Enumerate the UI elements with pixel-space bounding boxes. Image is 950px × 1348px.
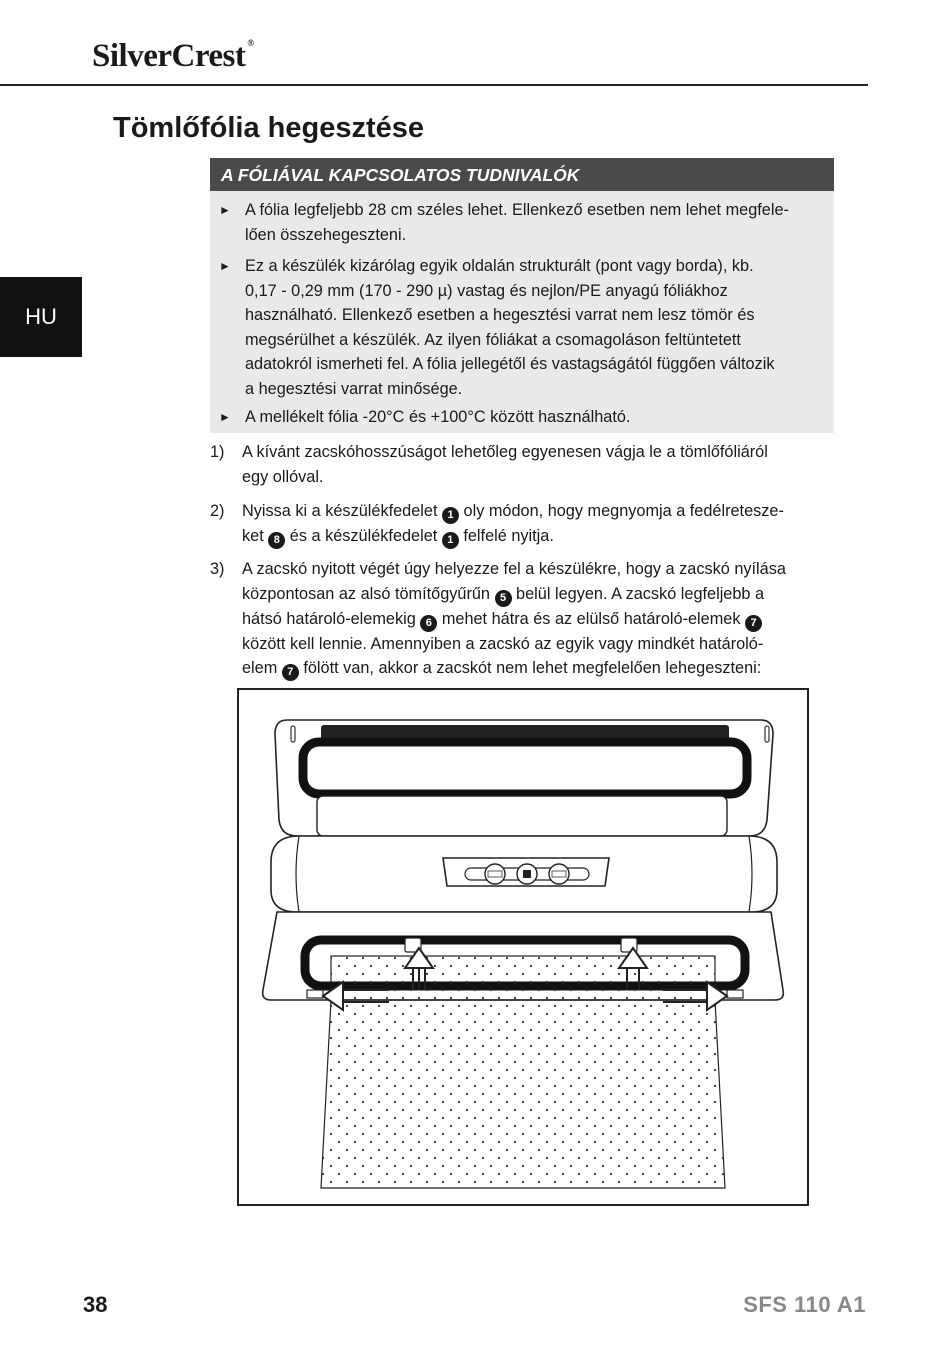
notice-item [219,198,827,247]
step-3 [210,557,830,681]
ref-number-badge: 6 [420,615,437,632]
step-line: között kell lennie. Amennyiben a zacskó az egyik vagy mindkét határoló- [242,634,764,653]
step-line: hátsó határoló-elemekig 6 mehet hátra és az elülső határoló-elemek 7 [242,607,830,632]
step-line: Nyissa ki a készülékfedelet 1 oly módon, hogy megnyomja a fedélretesze- [242,499,830,524]
bullet-arrow-icon: ► [219,259,231,273]
step-line: elem 7 fölött van, akkor a zacskót nem lehet megfelelően lehegeszteni: [242,656,830,681]
ref-number-badge: 7 [282,664,299,681]
foil-bag [321,1000,725,1188]
notice-line: A fólia legfeljebb 28 cm széles lehet. Ellenkező esetben nem lehet megfele- [245,201,789,219]
step-text [242,557,830,681]
vacuum-sealer-illustration [237,688,809,1206]
notice-line: megsérülhet a készülék. Az ilyen fóliákat a csomagoláson feltüntetett [245,330,741,349]
notice-line: Ez a készülék kizárólag egyik oldalán strukturált (pont vagy borda), kb. [245,257,754,275]
page-number: 38 [83,1292,108,1317]
language-tab [0,277,82,357]
step-number: 1) [210,443,225,461]
step-line: egy ollóval. [242,467,324,486]
step-line: A kívánt zacskóhosszúságot lehetőleg egyenesen vágja le a tömlőfóliáról [242,443,768,461]
notice-line: lően összehegeszteni. [245,225,407,244]
notice-heading: A FÓLIÁVAL KAPCSOLATOS TUDNIVALÓK [210,158,834,191]
step-number: 3) [210,560,225,578]
ref-number-badge: 1 [442,507,459,524]
bullet-arrow-icon: ► [219,410,231,424]
notice-box [210,158,834,433]
registered-mark: ® [247,38,254,48]
brand-logo [92,38,254,75]
model-number: SFS 110 A1 [743,1292,866,1317]
language-code: HU [25,304,57,329]
step-2 [210,499,830,549]
notice-item [219,405,827,430]
step-text [242,440,830,489]
front-stop-right [727,990,743,998]
foil-bag-top [331,956,715,1000]
step-number: 2) [210,502,225,520]
front-stop-left [307,990,323,998]
sealer-drawing [239,690,807,1204]
ref-number-badge: 8 [268,532,285,549]
notice-line: használható. Ellenkező esetben a hegesztési varrat nem lesz tömör és [245,306,755,324]
notice-item [219,254,827,401]
bullet-arrow-icon: ► [219,203,231,217]
lid-inner-panel [317,796,727,836]
step-line: ket 8 és a készülékfedelet 1 felfelé nyitja. [242,524,830,549]
step-line: A zacskó nyitott végét úgy helyezze fel a készülékre, hogy a zacskó nyílása [242,560,786,578]
step-1 [210,440,830,489]
step-line: központosan az alsó tömítőgyűrűn 5 belül legyen. A zacskó legfeljebb a [242,582,830,607]
ref-number-badge: 5 [495,590,512,607]
notice-line: adatokról ismerheti fel. A fólia jellegétől és vastagságától függően változik [245,355,775,373]
brand-name: SilverCrest [92,38,246,74]
page-title: Tömlőfólia hegesztése [113,112,425,144]
step-text [242,499,830,549]
notice-line: A mellékelt fólia -20°C és +100°C között használható. [245,408,631,426]
notice-line: 0,17 - 0,29 mm (170 - 290 µ) vastag és nejlon/PE anyagú fóliákhoz [245,281,728,300]
ref-number-badge: 1 [442,532,459,549]
header-rule [0,84,868,86]
ref-number-badge: 7 [745,615,762,632]
notice-line: a hegesztési varrat minősége. [245,379,463,398]
